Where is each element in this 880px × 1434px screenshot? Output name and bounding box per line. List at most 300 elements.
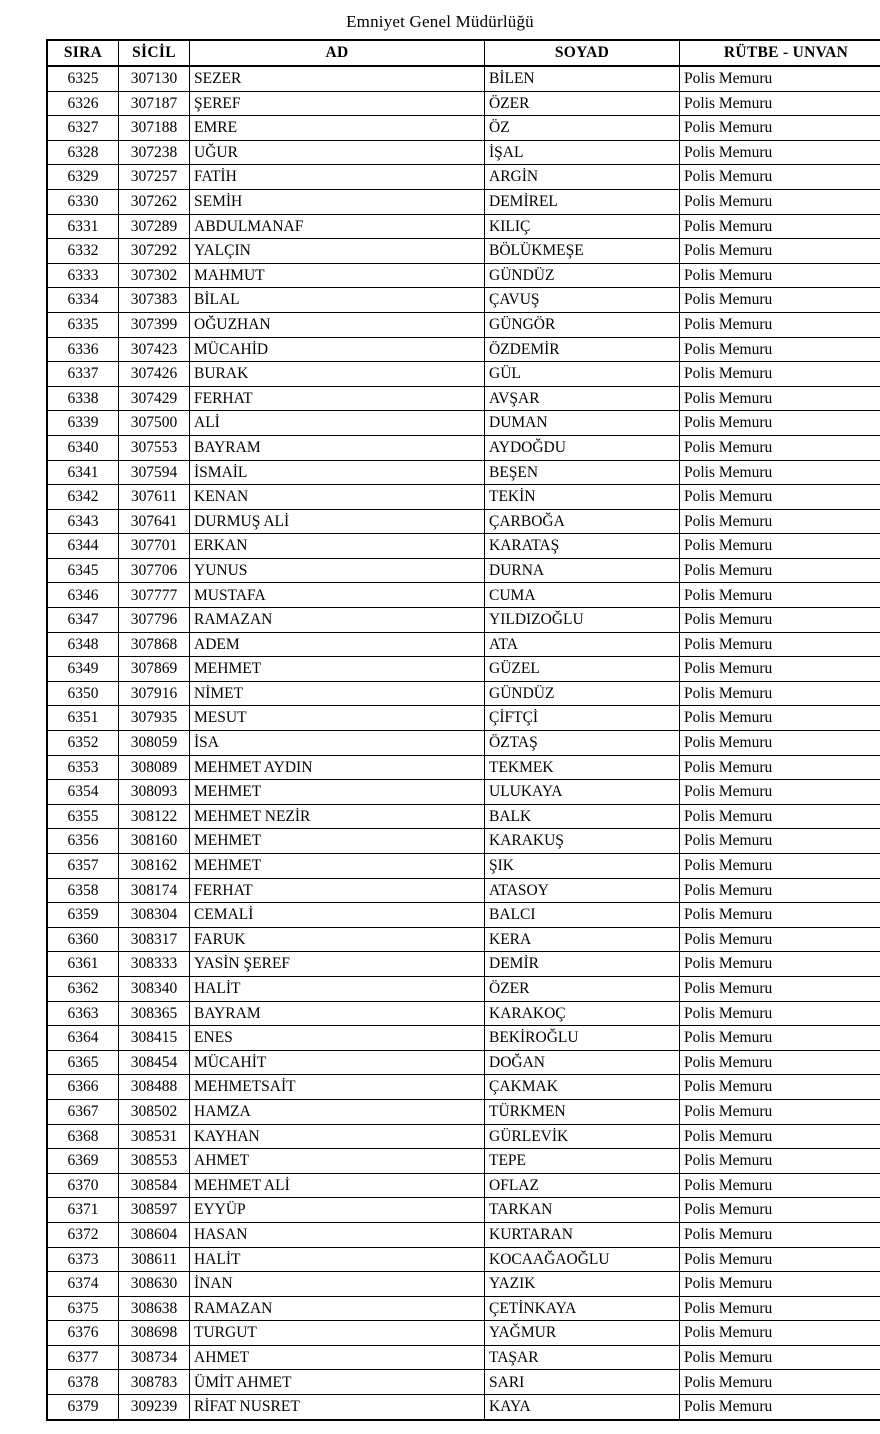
cell-rutbe: Polis Memuru [680, 632, 880, 657]
cell-ad: BAYRAM [190, 1001, 485, 1026]
cell-soyad: KILIÇ [485, 214, 680, 239]
cell-rutbe: Polis Memuru [680, 1026, 880, 1051]
cell-sicil: 308340 [119, 976, 190, 1001]
cell-sicil: 308317 [119, 927, 190, 952]
table-row [47, 1124, 880, 1149]
cell-sicil: 308333 [119, 952, 190, 977]
cell-sira: 6342 [47, 485, 119, 510]
cell-rutbe: Polis Memuru [680, 903, 880, 928]
cell-sira: 6328 [47, 140, 119, 165]
cell-rutbe: Polis Memuru [680, 1345, 880, 1370]
cell-ad: TURGUT [190, 1321, 485, 1346]
table-row [47, 116, 880, 141]
cell-ad: MEHMETSAİT [190, 1075, 485, 1100]
cell-soyad: KERA [485, 927, 680, 952]
cell-sira: 6333 [47, 263, 119, 288]
table-row [47, 263, 880, 288]
cell-rutbe: Polis Memuru [680, 386, 880, 411]
cell-rutbe: Polis Memuru [680, 239, 880, 264]
table-row [47, 1321, 880, 1346]
cell-rutbe: Polis Memuru [680, 1272, 880, 1297]
table-row [47, 386, 880, 411]
cell-rutbe: Polis Memuru [680, 509, 880, 534]
cell-rutbe: Polis Memuru [680, 755, 880, 780]
table-row [47, 214, 880, 239]
table-row [47, 608, 880, 633]
cell-sicil: 307869 [119, 657, 190, 682]
cell-sira: 6378 [47, 1370, 119, 1395]
cell-rutbe: Polis Memuru [680, 1050, 880, 1075]
cell-ad: ŞEREF [190, 91, 485, 116]
column-header-rutbe: RÜTBE - UNVAN [680, 40, 880, 66]
cell-ad: CEMALİ [190, 903, 485, 928]
cell-rutbe: Polis Memuru [680, 140, 880, 165]
cell-ad: SEMİH [190, 189, 485, 214]
cell-ad: EYYÜP [190, 1198, 485, 1223]
cell-soyad: KURTARAN [485, 1222, 680, 1247]
cell-sicil: 308553 [119, 1149, 190, 1174]
cell-soyad: ÖZER [485, 976, 680, 1001]
cell-soyad: ÖZTAŞ [485, 731, 680, 756]
cell-sira: 6352 [47, 731, 119, 756]
cell-rutbe: Polis Memuru [680, 91, 880, 116]
cell-rutbe: Polis Memuru [680, 1149, 880, 1174]
cell-sira: 6337 [47, 362, 119, 387]
cell-sicil: 307777 [119, 583, 190, 608]
table-row [47, 288, 880, 313]
cell-rutbe: Polis Memuru [680, 780, 880, 805]
cell-ad: YUNUS [190, 558, 485, 583]
cell-sira: 6332 [47, 239, 119, 264]
cell-sicil: 308093 [119, 780, 190, 805]
cell-sira: 6366 [47, 1075, 119, 1100]
cell-ad: FATİH [190, 165, 485, 190]
cell-ad: ADEM [190, 632, 485, 657]
cell-rutbe: Polis Memuru [680, 1099, 880, 1124]
cell-soyad: KARATAŞ [485, 534, 680, 559]
cell-sira: 6326 [47, 91, 119, 116]
cell-rutbe: Polis Memuru [680, 263, 880, 288]
cell-sira: 6357 [47, 854, 119, 879]
cell-ad: MAHMUT [190, 263, 485, 288]
cell-ad: ERKAN [190, 534, 485, 559]
cell-soyad: YAĞMUR [485, 1321, 680, 1346]
table-row [47, 681, 880, 706]
cell-sicil: 307383 [119, 288, 190, 313]
cell-soyad: ÇARBOĞA [485, 509, 680, 534]
cell-sira: 6327 [47, 116, 119, 141]
table-row [47, 189, 880, 214]
cell-rutbe: Polis Memuru [680, 534, 880, 559]
cell-ad: YASİN ŞEREF [190, 952, 485, 977]
cell-sicil: 307423 [119, 337, 190, 362]
cell-ad: NİMET [190, 681, 485, 706]
cell-ad: MESUT [190, 706, 485, 731]
table-row [47, 1222, 880, 1247]
cell-sicil: 307706 [119, 558, 190, 583]
cell-soyad: DEMİREL [485, 189, 680, 214]
cell-sicil: 307426 [119, 362, 190, 387]
cell-sicil: 309239 [119, 1395, 190, 1420]
cell-ad: OĞUZHAN [190, 312, 485, 337]
cell-soyad: GÜNDÜZ [485, 263, 680, 288]
table-row [47, 706, 880, 731]
cell-soyad: GÜZEL [485, 657, 680, 682]
cell-rutbe: Polis Memuru [680, 485, 880, 510]
cell-sira: 6341 [47, 460, 119, 485]
table-row [47, 657, 880, 682]
cell-sicil: 307399 [119, 312, 190, 337]
cell-sicil: 308059 [119, 731, 190, 756]
cell-soyad: GÜL [485, 362, 680, 387]
cell-soyad: ÖZ [485, 116, 680, 141]
cell-rutbe: Polis Memuru [680, 854, 880, 879]
cell-ad: FERHAT [190, 878, 485, 903]
cell-rutbe: Polis Memuru [680, 1198, 880, 1223]
cell-sicil: 308584 [119, 1173, 190, 1198]
cell-ad: İSA [190, 731, 485, 756]
cell-soyad: ÇAVUŞ [485, 288, 680, 313]
table-row [47, 927, 880, 952]
cell-rutbe: Polis Memuru [680, 952, 880, 977]
cell-ad: MEHMET [190, 854, 485, 879]
cell-ad: BAYRAM [190, 435, 485, 460]
cell-ad: HALİT [190, 976, 485, 1001]
cell-soyad: YAZIK [485, 1272, 680, 1297]
cell-ad: HALİT [190, 1247, 485, 1272]
cell-soyad: BEKİROĞLU [485, 1026, 680, 1051]
cell-ad: HAMZA [190, 1099, 485, 1124]
table-row [47, 1247, 880, 1272]
cell-sicil: 308365 [119, 1001, 190, 1026]
cell-sira: 6372 [47, 1222, 119, 1247]
cell-soyad: BALCI [485, 903, 680, 928]
cell-sicil: 307553 [119, 435, 190, 460]
cell-rutbe: Polis Memuru [680, 362, 880, 387]
cell-soyad: BEŞEN [485, 460, 680, 485]
cell-soyad: DOĞAN [485, 1050, 680, 1075]
cell-sicil: 308783 [119, 1370, 190, 1395]
cell-sira: 6353 [47, 755, 119, 780]
cell-rutbe: Polis Memuru [680, 731, 880, 756]
cell-ad: MÜCAHİD [190, 337, 485, 362]
cell-soyad: BALK [485, 804, 680, 829]
cell-sira: 6325 [47, 66, 119, 91]
cell-soyad: DURNA [485, 558, 680, 583]
cell-sira: 6355 [47, 804, 119, 829]
cell-ad: ABDULMANAF [190, 214, 485, 239]
column-header-sira: SIRA [47, 40, 119, 66]
column-header-ad: AD [190, 40, 485, 66]
cell-sira: 6336 [47, 337, 119, 362]
table-row [47, 583, 880, 608]
cell-sira: 6344 [47, 534, 119, 559]
cell-sicil: 308162 [119, 854, 190, 879]
cell-rutbe: Polis Memuru [680, 214, 880, 239]
cell-sira: 6362 [47, 976, 119, 1001]
table-row [47, 755, 880, 780]
cell-ad: BURAK [190, 362, 485, 387]
cell-soyad: AVŞAR [485, 386, 680, 411]
cell-soyad: ARGİN [485, 165, 680, 190]
cell-sicil: 308488 [119, 1075, 190, 1100]
cell-sira: 6354 [47, 780, 119, 805]
cell-rutbe: Polis Memuru [680, 976, 880, 1001]
cell-rutbe: Polis Memuru [680, 706, 880, 731]
cell-sicil: 308502 [119, 1099, 190, 1124]
cell-sira: 6350 [47, 681, 119, 706]
cell-ad: DURMUŞ ALİ [190, 509, 485, 534]
cell-sira: 6374 [47, 1272, 119, 1297]
table-row [47, 1345, 880, 1370]
table-row [47, 485, 880, 510]
cell-soyad: KAYA [485, 1395, 680, 1420]
cell-rutbe: Polis Memuru [680, 583, 880, 608]
cell-rutbe: Polis Memuru [680, 829, 880, 854]
cell-sira: 6373 [47, 1247, 119, 1272]
cell-ad: AHMET [190, 1149, 485, 1174]
cell-sicil: 307868 [119, 632, 190, 657]
cell-sicil: 307187 [119, 91, 190, 116]
cell-sira: 6360 [47, 927, 119, 952]
cell-rutbe: Polis Memuru [680, 1321, 880, 1346]
table-row [47, 878, 880, 903]
cell-rutbe: Polis Memuru [680, 66, 880, 91]
cell-ad: MEHMET [190, 829, 485, 854]
cell-sicil: 307611 [119, 485, 190, 510]
table-row [47, 435, 880, 460]
cell-ad: ALİ [190, 411, 485, 436]
cell-rutbe: Polis Memuru [680, 165, 880, 190]
cell-sira: 6376 [47, 1321, 119, 1346]
cell-soyad: ÇİFTÇİ [485, 706, 680, 731]
cell-ad: RİFAT NUSRET [190, 1395, 485, 1420]
cell-soyad: DUMAN [485, 411, 680, 436]
cell-sira: 6358 [47, 878, 119, 903]
cell-ad: SEZER [190, 66, 485, 91]
cell-sicil: 308454 [119, 1050, 190, 1075]
cell-ad: ÜMİT AHMET [190, 1370, 485, 1395]
cell-sicil: 308174 [119, 878, 190, 903]
table-row [47, 411, 880, 436]
cell-sicil: 308304 [119, 903, 190, 928]
cell-soyad: TAŞAR [485, 1345, 680, 1370]
cell-sicil: 307302 [119, 263, 190, 288]
cell-ad: FERHAT [190, 386, 485, 411]
cell-rutbe: Polis Memuru [680, 435, 880, 460]
cell-rutbe: Polis Memuru [680, 681, 880, 706]
cell-rutbe: Polis Memuru [680, 558, 880, 583]
cell-sira: 6367 [47, 1099, 119, 1124]
cell-rutbe: Polis Memuru [680, 927, 880, 952]
table-row [47, 337, 880, 362]
cell-ad: MEHMET NEZİR [190, 804, 485, 829]
cell-ad: MEHMET AYDIN [190, 755, 485, 780]
table-row [47, 165, 880, 190]
cell-rutbe: Polis Memuru [680, 1247, 880, 1272]
table-header [47, 40, 880, 66]
cell-rutbe: Polis Memuru [680, 608, 880, 633]
cell-sicil: 307429 [119, 386, 190, 411]
cell-ad: UĞUR [190, 140, 485, 165]
cell-rutbe: Polis Memuru [680, 1075, 880, 1100]
cell-sicil: 308611 [119, 1247, 190, 1272]
table-row [47, 362, 880, 387]
table-row [47, 140, 880, 165]
cell-sira: 6351 [47, 706, 119, 731]
cell-soyad: AYDOĞDU [485, 435, 680, 460]
page-title: Emniyet Genel Müdürlüğü [346, 12, 534, 31]
cell-ad: BİLAL [190, 288, 485, 313]
cell-sicil: 307641 [119, 509, 190, 534]
cell-sira: 6338 [47, 386, 119, 411]
cell-rutbe: Polis Memuru [680, 804, 880, 829]
table-header-row [47, 40, 880, 66]
cell-rutbe: Polis Memuru [680, 657, 880, 682]
cell-sira: 6331 [47, 214, 119, 239]
table-row [47, 1001, 880, 1026]
cell-sicil: 307292 [119, 239, 190, 264]
cell-ad: ENES [190, 1026, 485, 1051]
cell-sicil: 308630 [119, 1272, 190, 1297]
cell-sira: 6347 [47, 608, 119, 633]
cell-rutbe: Polis Memuru [680, 1124, 880, 1149]
table-row [47, 460, 880, 485]
cell-sira: 6370 [47, 1173, 119, 1198]
cell-sira: 6356 [47, 829, 119, 854]
cell-rutbe: Polis Memuru [680, 288, 880, 313]
table-row [47, 1075, 880, 1100]
table-row [47, 558, 880, 583]
cell-rutbe: Polis Memuru [680, 1395, 880, 1420]
cell-rutbe: Polis Memuru [680, 878, 880, 903]
cell-rutbe: Polis Memuru [680, 1173, 880, 1198]
cell-sicil: 308089 [119, 755, 190, 780]
column-header-soyad: SOYAD [485, 40, 680, 66]
table-row [47, 239, 880, 264]
table-row [47, 312, 880, 337]
cell-soyad: ŞIK [485, 854, 680, 879]
cell-sira: 6339 [47, 411, 119, 436]
cell-sicil: 308638 [119, 1296, 190, 1321]
cell-soyad: ÖZER [485, 91, 680, 116]
cell-sira: 6368 [47, 1124, 119, 1149]
cell-soyad: OFLAZ [485, 1173, 680, 1198]
cell-sira: 6349 [47, 657, 119, 682]
table-row [47, 509, 880, 534]
cell-sicil: 307594 [119, 460, 190, 485]
cell-sira: 6345 [47, 558, 119, 583]
cell-sira: 6379 [47, 1395, 119, 1420]
table-body [47, 66, 880, 1420]
cell-soyad: ULUKAYA [485, 780, 680, 805]
cell-ad: KENAN [190, 485, 485, 510]
table-row [47, 780, 880, 805]
cell-ad: MEHMET [190, 657, 485, 682]
table-row [47, 1272, 880, 1297]
table-row [47, 854, 880, 879]
cell-sicil: 307257 [119, 165, 190, 190]
cell-soyad: YILDIZOĞLU [485, 608, 680, 633]
cell-soyad: ATASOY [485, 878, 680, 903]
cell-sira: 6371 [47, 1198, 119, 1223]
cell-rutbe: Polis Memuru [680, 312, 880, 337]
table-row [47, 66, 880, 91]
cell-sira: 6343 [47, 509, 119, 534]
cell-soyad: GÜNGÖR [485, 312, 680, 337]
cell-soyad: ÖZDEMİR [485, 337, 680, 362]
cell-soyad: TEPE [485, 1149, 680, 1174]
cell-sira: 6375 [47, 1296, 119, 1321]
cell-ad: HASAN [190, 1222, 485, 1247]
cell-sicil: 307130 [119, 66, 190, 91]
cell-soyad: SARI [485, 1370, 680, 1395]
cell-rutbe: Polis Memuru [680, 116, 880, 141]
cell-ad: RAMAZAN [190, 1296, 485, 1321]
cell-sicil: 307701 [119, 534, 190, 559]
cell-sira: 6361 [47, 952, 119, 977]
table-row [47, 829, 880, 854]
cell-rutbe: Polis Memuru [680, 1296, 880, 1321]
cell-ad: MEHMET [190, 780, 485, 805]
cell-sira: 6348 [47, 632, 119, 657]
table-row [47, 1173, 880, 1198]
cell-ad: FARUK [190, 927, 485, 952]
cell-sira: 6369 [47, 1149, 119, 1174]
table-row [47, 91, 880, 116]
cell-ad: MUSTAFA [190, 583, 485, 608]
cell-soyad: KARAKUŞ [485, 829, 680, 854]
cell-soyad: ÇAKMAK [485, 1075, 680, 1100]
cell-rutbe: Polis Memuru [680, 1001, 880, 1026]
cell-sicil: 308604 [119, 1222, 190, 1247]
cell-sicil: 307238 [119, 140, 190, 165]
cell-sicil: 308597 [119, 1198, 190, 1223]
table-row [47, 1370, 880, 1395]
cell-sicil: 307796 [119, 608, 190, 633]
cell-soyad: CUMA [485, 583, 680, 608]
personnel-table [46, 39, 880, 1421]
table-row [47, 632, 880, 657]
cell-sira: 6359 [47, 903, 119, 928]
cell-soyad: TÜRKMEN [485, 1099, 680, 1124]
cell-sira: 6363 [47, 1001, 119, 1026]
cell-soyad: TARKAN [485, 1198, 680, 1223]
table-row [47, 952, 880, 977]
table-row [47, 1395, 880, 1420]
cell-rutbe: Polis Memuru [680, 1222, 880, 1247]
cell-ad: KAYHAN [190, 1124, 485, 1149]
cell-ad: MEHMET ALİ [190, 1173, 485, 1198]
cell-soyad: GÜRLEVİK [485, 1124, 680, 1149]
table-row [47, 804, 880, 829]
cell-soyad: İŞAL [485, 140, 680, 165]
cell-ad: AHMET [190, 1345, 485, 1370]
cell-rutbe: Polis Memuru [680, 337, 880, 362]
cell-ad: İNAN [190, 1272, 485, 1297]
table-row [47, 1026, 880, 1051]
cell-sicil: 307289 [119, 214, 190, 239]
cell-sira: 6330 [47, 189, 119, 214]
cell-sicil: 308698 [119, 1321, 190, 1346]
cell-rutbe: Polis Memuru [680, 1370, 880, 1395]
cell-sira: 6364 [47, 1026, 119, 1051]
cell-sicil: 308160 [119, 829, 190, 854]
cell-soyad: ATA [485, 632, 680, 657]
cell-sicil: 307935 [119, 706, 190, 731]
column-header-sicil: SİCİL [119, 40, 190, 66]
table-row [47, 1198, 880, 1223]
